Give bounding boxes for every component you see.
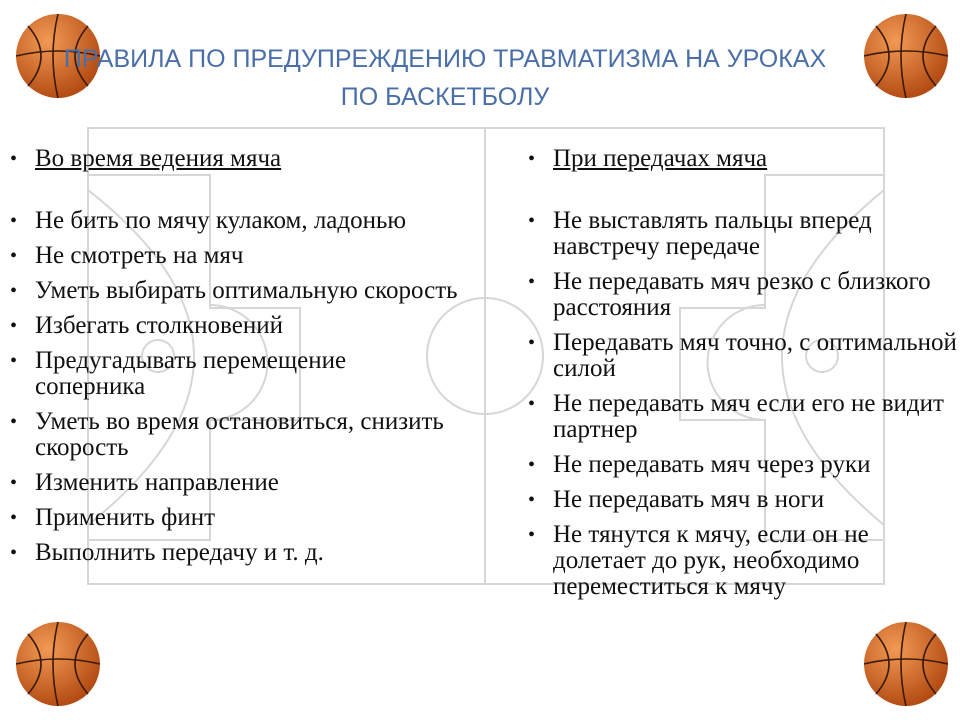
list-item: • Не смотреть на мяч bbox=[10, 242, 244, 269]
list-item: • Не выставлять пальцы вперед навстречу передаче bbox=[528, 207, 872, 260]
list-item: • Применить финт bbox=[10, 504, 216, 531]
basketball-icon-bottom-right bbox=[862, 620, 950, 708]
list-item: • Предугадывать перемещение соперника bbox=[10, 347, 347, 400]
list-item: • Выполнить передачу и т. д. bbox=[10, 539, 324, 566]
basketball-icon-top-right bbox=[862, 12, 950, 100]
page-title-line-2: ПО БАСКЕТБОЛУ bbox=[340, 83, 550, 111]
list-item: • Не передавать мяч в ноги bbox=[528, 486, 825, 513]
list-item: • Не передавать мяч через руки bbox=[528, 451, 871, 478]
page-title-line-1: ПРАВИЛА ПО ПРЕДУПРЕЖДЕНИЮ ТРАВМАТИЗМА НА УРОКАХ bbox=[63, 45, 827, 73]
bullet: • bbox=[10, 148, 18, 170]
left-rules-list bbox=[0, 146, 460, 575]
list-item: • Не тянутся к мячу, если он не долетает до рук, необходимо переместиться к мячу bbox=[528, 521, 869, 600]
right-rules-list bbox=[518, 146, 958, 609]
list-item: • Избегать столкновений bbox=[10, 312, 283, 339]
left-list-heading: • Во время ведения мяча bbox=[10, 145, 282, 172]
list-item: • Не передавать мяч резко с близкого расстояния bbox=[528, 268, 931, 321]
list-item: • Уметь выбирать оптимальную скорость bbox=[10, 277, 458, 304]
list-item: • Изменить направление bbox=[10, 469, 279, 496]
basketball-icon-bottom-left bbox=[14, 620, 102, 708]
list-item: • Не передавать мяч если его не видит партнер bbox=[528, 390, 944, 443]
list-item: • Уметь во время остановиться, снизить скорость bbox=[10, 408, 444, 461]
list-item: • Не бить по мячу кулаком, ладонью bbox=[10, 207, 407, 234]
list-item: • Передавать мяч точно, с оптимальной силой bbox=[528, 329, 957, 382]
right-list-heading: • При передачах мяча bbox=[528, 145, 768, 172]
bullet: • bbox=[528, 148, 536, 170]
